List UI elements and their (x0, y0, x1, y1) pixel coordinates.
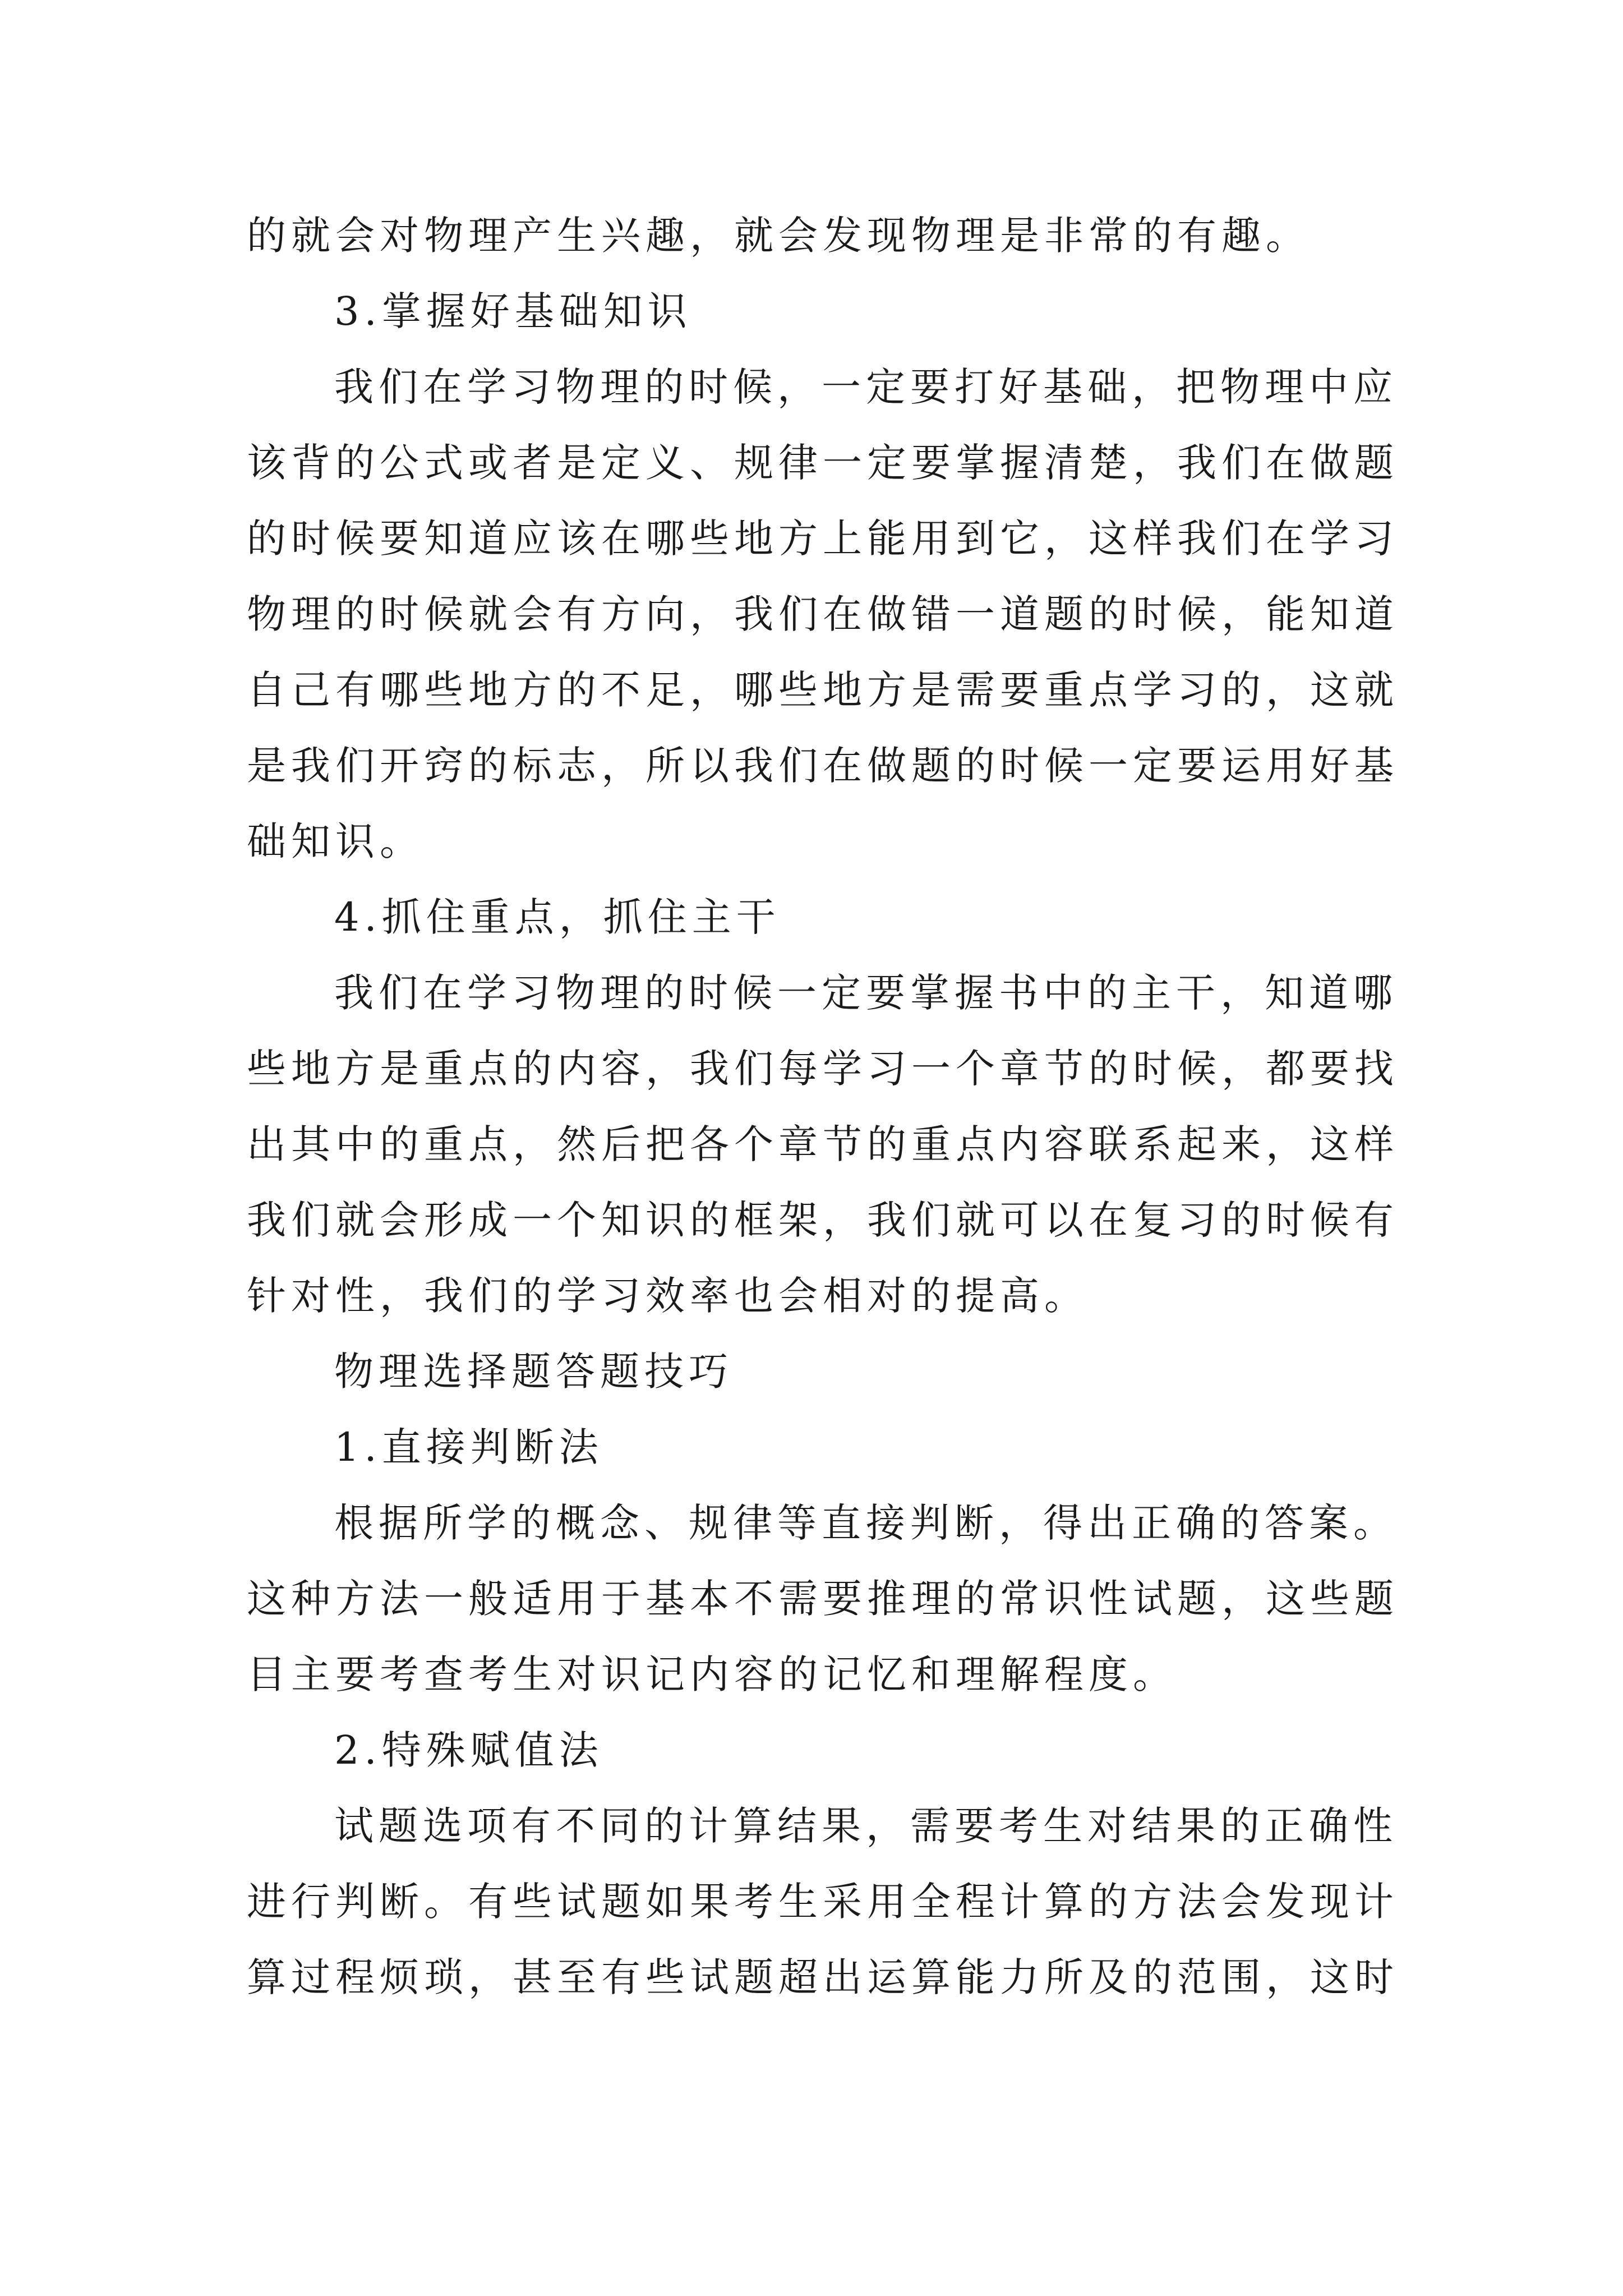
section-heading: 3.掌握好基础知识 (334, 288, 692, 334)
text-line: 些地方是重点的内容，我们每学习一个章节的时候，都要找 (247, 1046, 1399, 1092)
text-line: 根据所学的概念、规律等直接判断，得出正确的答案。 (334, 1500, 1398, 1546)
text-line: 础知识。 (247, 818, 424, 864)
text-line: 该背的公式或者是定义、规律一定要掌握清楚，我们在做题 (247, 440, 1399, 486)
section-heading: 1.直接判断法 (334, 1424, 603, 1470)
text-line: 是我们开窍的标志，所以我们在做题的时候一定要运用好基 (247, 743, 1399, 789)
text-line: 针对性，我们的学习效率也会相对的提高。 (247, 1273, 1089, 1319)
text-line: 的就会对物理产生兴趣，就会发现物理是非常的有趣。 (247, 213, 1310, 259)
text-line: 试题选项有不同的计算结果，需要考生对结果的正确性 (334, 1803, 1398, 1849)
text-line: 的时候要知道应该在哪些地方上能用到它，这样我们在学习 (247, 516, 1399, 562)
text-line: 自己有哪些地方的不足，哪些地方是需要重点学习的，这就 (247, 667, 1399, 713)
section-heading: 2.特殊赋值法 (334, 1727, 603, 1773)
text-line: 目主要考查考生对识记内容的记忆和理解程度。 (247, 1651, 1177, 1697)
section-heading: 物理选择题答题技巧 (334, 1349, 733, 1395)
text-line: 我们在学习物理的时候一定要掌握书中的主干，知道哪 (334, 970, 1398, 1016)
text-line: 我们在学习物理的时候，一定要打好基础，把物理中应 (334, 364, 1398, 410)
text-line: 出其中的重点，然后把各个章节的重点内容联系起来，这样 (247, 1121, 1399, 1167)
text-line: 这种方法一般适用于基本不需要推理的常识性试题，这些题 (247, 1576, 1399, 1622)
section-heading: 4.抓住重点，抓住主干 (334, 894, 781, 940)
text-line: 物理的时候就会有方向，我们在做错一道题的时候，能知道 (247, 591, 1399, 637)
text-line: 算过程烦琐，甚至有些试题超出运算能力所及的范围，这时 (247, 1954, 1399, 2000)
text-line: 进行判断。有些试题如果考生采用全程计算的方法会发现计 (247, 1879, 1399, 1925)
text-line: 我们就会形成一个知识的框架，我们就可以在复习的时候有 (247, 1197, 1399, 1243)
